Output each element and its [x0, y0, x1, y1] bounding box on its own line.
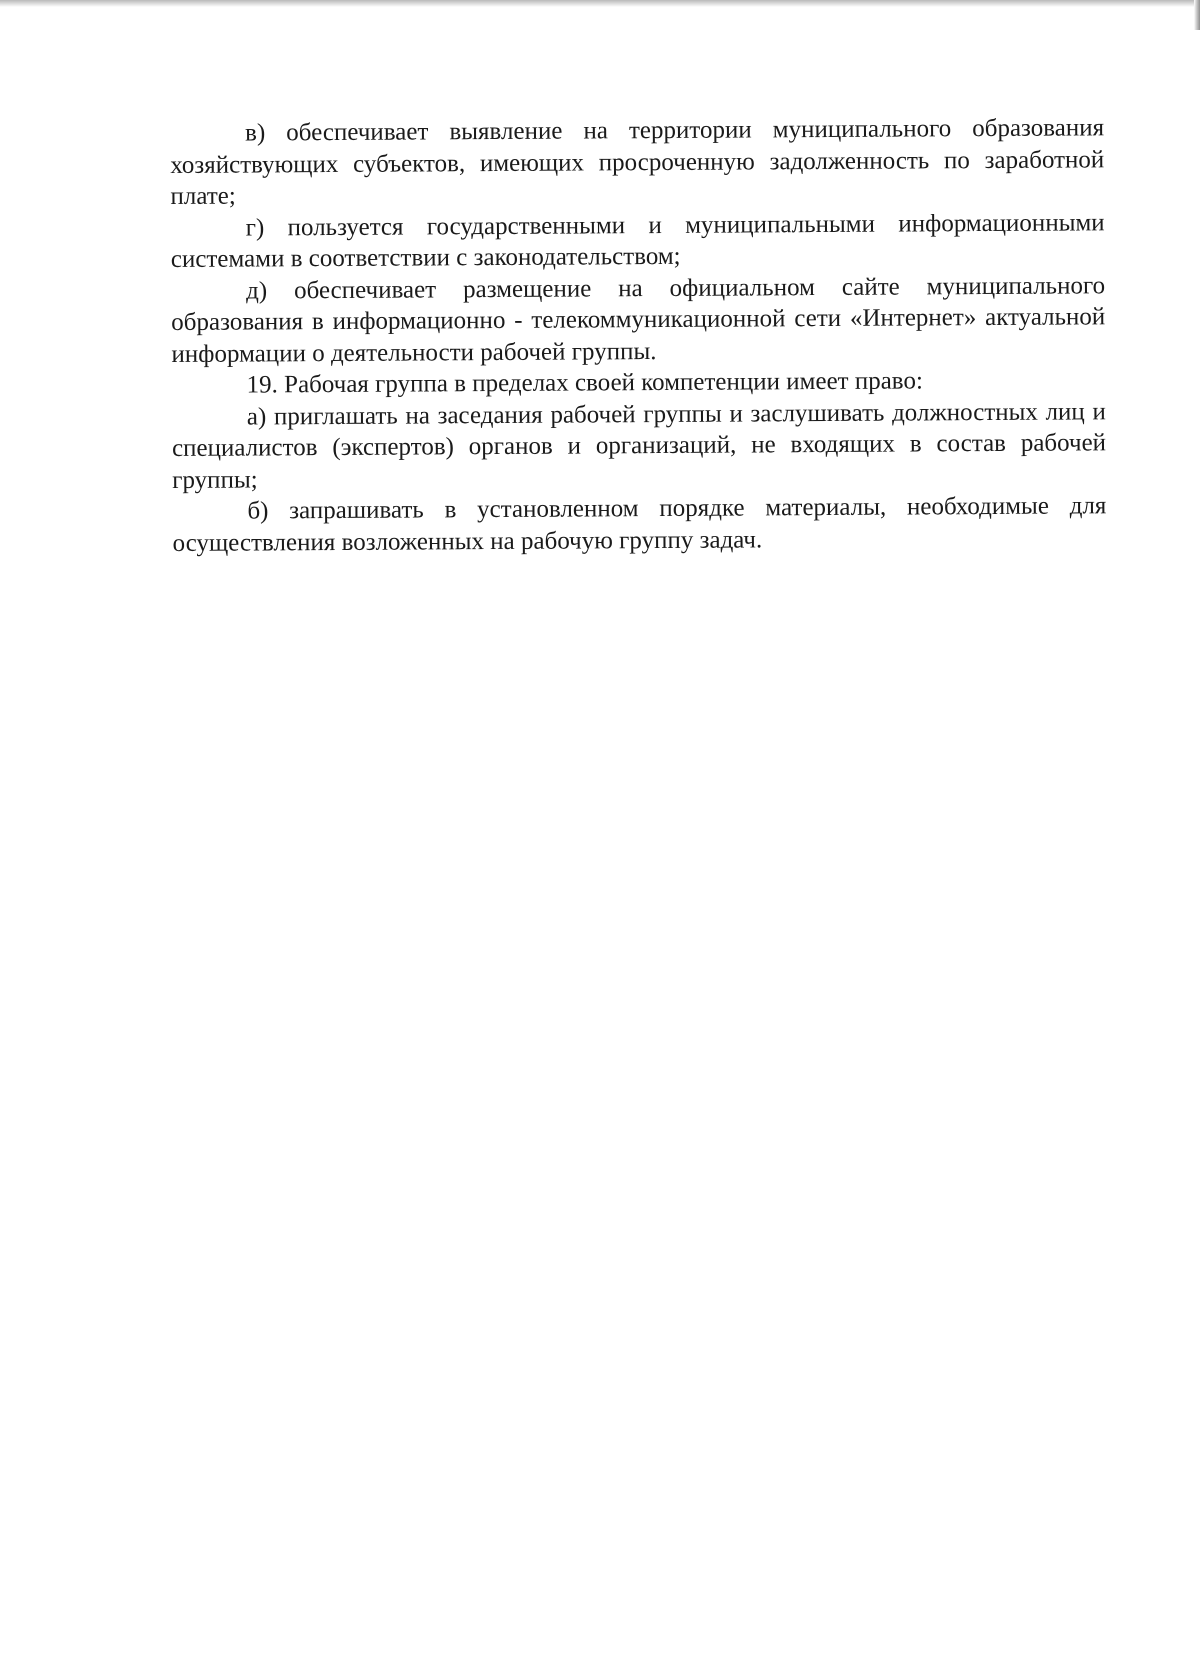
paragraph-item-v: в) обеспечивает выявление на территории муниципального образования хозяйствующих субъектов, имеющих просроченную задолженность по заработной плате; [170, 114, 1105, 210]
scan-shadow-top [0, 0, 1200, 7]
document-body [170, 112, 1107, 559]
scan-shadow-right [1194, 0, 1200, 30]
paragraph-clause-19: 19. Рабочая группа в пределах своей компетенции имеет право: [246, 367, 923, 399]
paragraph-item-b: б) запрашивать в установленном порядке материалы, необходимые для осуществления возложенных на рабочую группу задач. [172, 492, 1107, 557]
paragraph-item-g: г) пользуется государственными и муниципальными информационными системами в соответствии с законодательством; [170, 208, 1105, 273]
paragraph-item-d: д) обеспечивает размещение на официальном сайте муниципального образования в информационно - телекоммуникационной сети «Интернет» актуальной информации о деятельности рабочей группы. [171, 271, 1106, 368]
paragraph-item-a: а) приглашать на заседания рабочей группы и заслушивать должностных лиц и специалистов (экспертов) органов и организаций, не входящих в состав рабочей группы; [171, 397, 1107, 494]
